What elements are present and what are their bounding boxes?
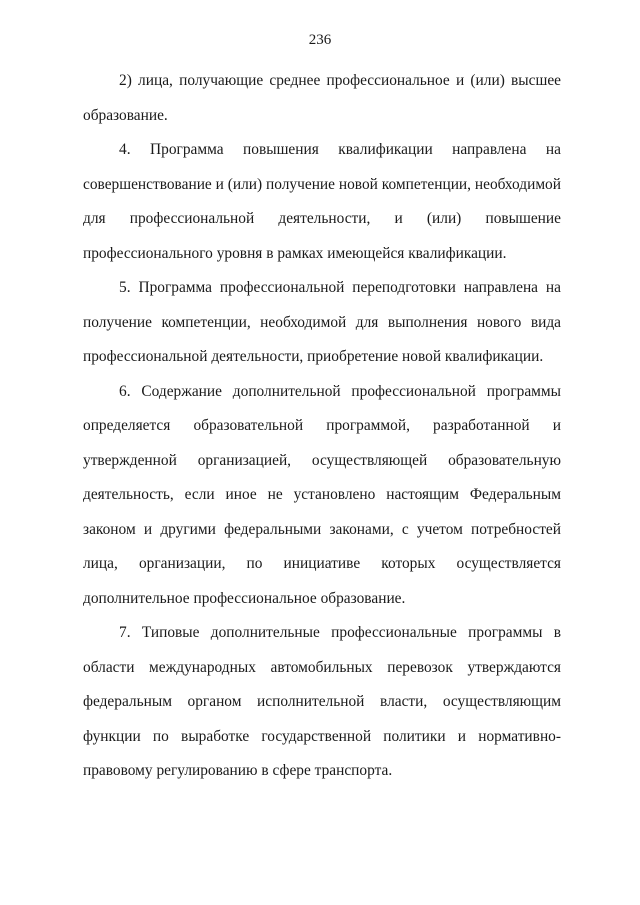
paragraph-clause-4: 4. Программа повышения квалификации направлена на совершенствование и (или) получение новой компетенции, необходимой для профессиональной деятельности, и (или) повышение профессионального уровня в рамках имеющейся квалификации.	[83, 141, 561, 262]
paragraph-clause-5: 5. Программа профессиональной переподготовки направлена на получение компетенции, необходимой для выполнения нового вида профессиональной деятельности, приобретение новой квалификации.	[83, 279, 561, 365]
paragraph-clause-7: 7. Типовые дополнительные профессиональные программы в области международных автомобильных перевозок утверждаются федеральным органом исполнительной власти, осуществляющим функции по выработке государственной политики и нормативно-правовому регулированию в сфере транспорта.	[83, 624, 561, 779]
document-body	[83, 64, 561, 789]
paragraph-item-2: 2) лица, получающие среднее профессиональное и (или) высшее образование.	[83, 72, 561, 124]
page-number: 236	[308, 32, 332, 48]
paragraph-clause-6: 6. Содержание дополнительной профессиональной программы определяется образовательной программой, разработанной и утвержденной организацией, осуществляющей образовательную деятельность, если иное не установлено настоящим Федеральным законом и другими федеральными законами, с учетом потребностей лица, организации, по инициативе которых осуществляется дополнительное профессиональное образование.	[83, 382, 561, 607]
